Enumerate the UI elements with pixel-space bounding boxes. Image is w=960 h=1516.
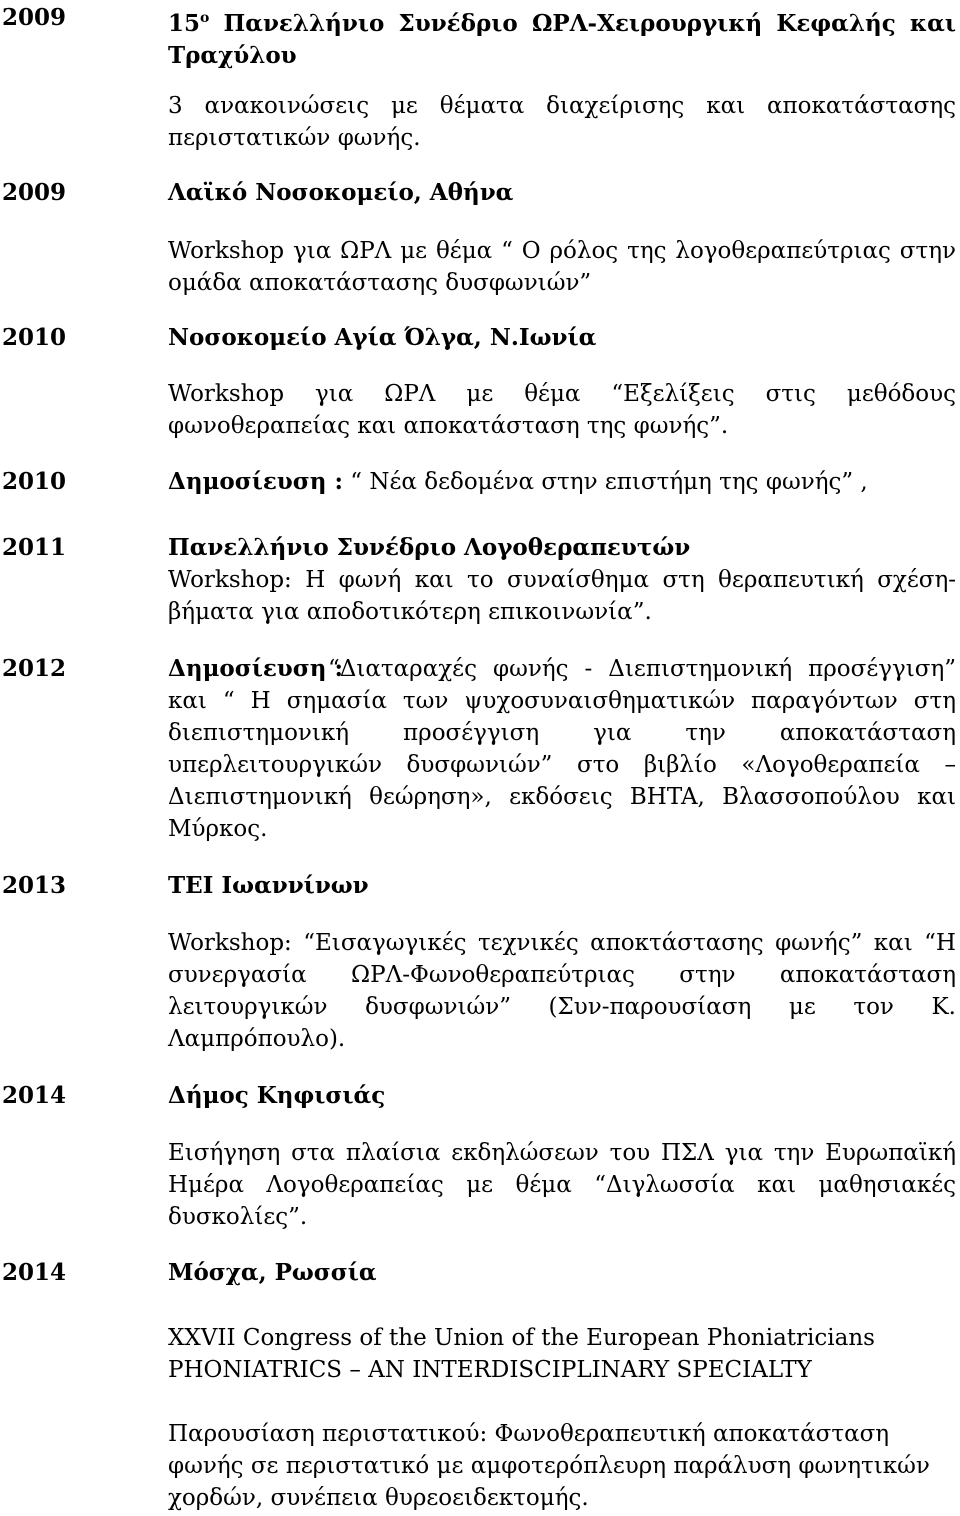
entry-heading: Μόσχα, Ρωσσία <box>168 1259 377 1286</box>
entry-heading: ΤΕΙ Ιωαννίνων <box>168 872 369 899</box>
entry-year: 2009 <box>2 179 67 206</box>
entry-heading: Δημοσίευση : “ Νέα δεδομένα στην επιστήμη της φωνής” , <box>168 468 868 495</box>
entry-heading: Λαϊκό Νοσοκομείο, Αθήνα <box>168 179 514 206</box>
entry-text: Εισήγηση στα πλαίσια εκδηλώσεων του ΠΣΛ για την Ευρωπαϊκή Ημέρα Λογοθεραπείας με θέμα “Διγλωσσία και μαθησιακές δυσκολίες”. <box>168 1140 956 1230</box>
entry-year: 2014 <box>2 1259 67 1286</box>
entry-text: Workshop για ΩΡΛ με θέμα “Εξελίξεις στις μεθόδους φωνοθεραπείας και αποκατάσταση της φωνής”. <box>168 381 956 439</box>
entry-text: Παρουσίαση περιστατικού: Φωνοθεραπευτική αποκατάσταση φωνής σε περιστατικό με αμφοτερόπλευρη παράλυση φωνητικών χορδών, συνέπεια θυρεοειδεκτομής. <box>168 1421 930 1511</box>
entry-heading: Δημοσίευση : <box>168 655 343 682</box>
entry-year: 2010 <box>2 324 67 351</box>
entry-text: PHONIATRICS – AN INTERDISCIPLINARY SPECIALTY <box>168 1357 812 1383</box>
entry-year: 2014 <box>2 1082 67 1109</box>
entry-text: “Διαταραχές φωνής - Διεπιστημονική προσέγγιση” και “ Η σημασία των ψυχοσυναισθηματικών παραγόντων στη διεπιστημονική προσέγγιση για την αποκατάσταση υπερλειτουργικών δυσφωνιών” στο βιβλίο «Λογοθεραπεία – Διεπιστημονική θεώρηση», εκδόσεις BHTA, Βλασσοπούλου και Μύρκος. <box>168 656 956 842</box>
entry-heading: Πανελλήνιο Συνέδριο Λογοθεραπευτών <box>168 534 691 561</box>
entry-year: 2011 <box>2 534 67 561</box>
entry-year: 2010 <box>2 468 67 495</box>
entry-text: XXVII Congress of the Union of the European Phoniatricians <box>168 1325 875 1351</box>
entry-heading: $15^o$ Πανελλήνιο Συνέδριο ΩΡΛ-Χειρουργική Κεφαλής και Τραχύλου <box>168 10 956 69</box>
entry-heading: Νοσοκομείο Αγία Όλγα, Ν.Ιωνία <box>168 324 597 351</box>
entry-year: 2009 <box>2 4 67 31</box>
entry-year: 2012 <box>2 655 67 682</box>
entry-text: 3 ανακοινώσεις με θέματα διαχείρισης και αποκατάστασης περιστατικών φωνής. <box>168 93 956 151</box>
entry-text: Workshop για ΩΡΛ με θέμα “ Ο ρόλος της λογοθεραπεύτριας στην ομάδα αποκατάστασης δυσφωνιών” <box>168 238 956 296</box>
entry-text: Workshop: “Εισαγωγικές τεχνικές αποκτάστασης φωνής” και “Η συνεργασία ΩΡΛ-Φωνοθεραπεύτριας στην αποκατάσταση λειτουργικών δυσφωνιών” (Συν-παρουσίαση με τον Κ. Λαμπρόπουλο). <box>168 930 956 1052</box>
entry-year: 2013 <box>2 872 67 899</box>
entry-heading: Δήμος Κηφισιάς <box>168 1082 386 1109</box>
entry-text: Workshop: Η φωνή και το συναίσθημα στη θεραπευτική σχέση- βήματα για αποδοτικότερη επικοινωνία”. <box>168 567 956 625</box>
